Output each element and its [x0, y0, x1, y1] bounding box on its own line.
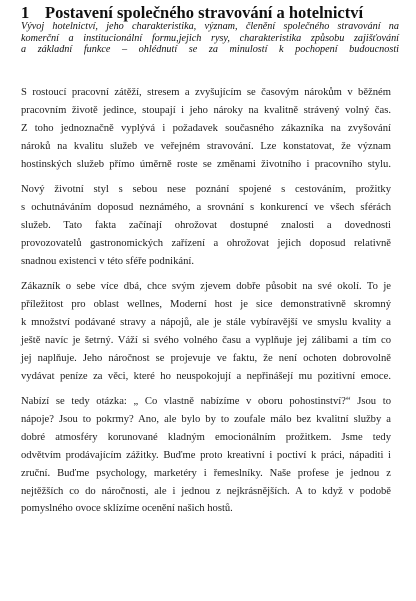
- chapter-number: 1: [21, 3, 30, 22]
- text-line: nápoje? Jsou to pokrmy? Ano, ale bylo by to zoufale málo bez kvalitní služby a: [21, 413, 391, 425]
- text-line: dobré atmosféry korunované kladným emocionálním prožitkem. Jsme tedy: [21, 431, 391, 443]
- chapter-subtitle: [21, 21, 399, 56]
- text-line: Nabízí se tedy otázka: „ Co vlastně nabízíme v oboru pohostinství?“ Jsou to: [21, 396, 391, 407]
- text-line: jej naplňuje. Jeho náročnost se projevuje ve faktu, že není ochoten dobrovolně: [21, 352, 391, 364]
- subtitle-line: Vývoj hotelnictví, jeho charakteristika, význam, členění společného stravování na: [21, 21, 399, 32]
- text-line: provozovatelů gastronomických zařízení a ohrožovat jejich doposud relativně: [21, 237, 391, 249]
- text-line: příležitost pro oblast wellnes, Moderní host je sice demonstrativně skromný: [21, 298, 391, 310]
- subtitle-line: a základní funkce – ohlédnutí se za minulostí k pochopení budoucnosti: [21, 44, 399, 56]
- body-text: [21, 84, 391, 526]
- text-line: hostinských služeb přímo úměrně roste se změnami životního i pracovního stylu.: [21, 158, 391, 170]
- text-line: k množství podávané stravy a nápojů, ale je stále vybíravější ve smyslu kvality a: [21, 316, 391, 328]
- text-line: Z toho jednoznačně vyplývá i požadavek současného zákazníka na zvyšování: [21, 122, 391, 134]
- text-line: pomyslného ovoce sklízíme ocenění našich hostů.: [21, 503, 233, 515]
- text-line: ještě navíc je šetrný. Váží si svého volného času a vyplňuje jej zálibami a tím co: [21, 334, 391, 346]
- subtitle-line: komerční a institucionální formu,jejich rysy, charakteristika způsobu zajišťování: [21, 32, 399, 44]
- text-line: pracovním životě jedince, stoupají i jeho nároky na kvalitně strávený volný čas.: [21, 104, 391, 116]
- text-line: zruční. Buďme psychology, marketéry i řemeslníky. Naše profese je jednou z: [21, 467, 391, 479]
- text-line: snadnou existenci v této sféře podnikání.: [21, 255, 194, 267]
- text-line: S rostoucí pracovní zátěží, stresem a zvyšujícím se časovým nárokům v běžném: [21, 87, 391, 98]
- text-line: Zákazník o sebe více dbá, chce svým zjevem dobře působit na své okolí. To je: [21, 281, 391, 293]
- paragraph: [21, 278, 391, 385]
- text-line: nároků na kvalitu služeb ve veřejném stravování. Lze konstatovat, že význam: [21, 140, 391, 152]
- paragraph: [21, 393, 391, 518]
- paragraph: [21, 181, 391, 271]
- text-line: vydávat peníze za věci, které ho neuspokojují a nepřinášejí mu pozitivní emoce.: [21, 370, 391, 382]
- chapter-title: Postavení společného stravování a hotelnictví: [45, 3, 364, 22]
- chapter-heading: [21, 4, 401, 22]
- text-line: s ochutnáváním doposud neznámého, a srovnání s konkurencí ve všech sférách: [21, 201, 391, 213]
- text-line: služeb. Tato fakta začínají ohrožovat dostupné znalosti a dovednosti: [21, 219, 391, 231]
- paragraph: [21, 84, 391, 174]
- text-line: odvětvím prodávajícím zážitky. Buďme proto kreativní i poctiví k práci, nápaditi i: [21, 449, 391, 461]
- text-line: Nový životní styl s sebou nese poznání spojené s cestováním, prožitky: [21, 184, 391, 196]
- text-line: nejtěžších co do náročnosti, ale i jednou z nejkrásnějších. A to když v podobě: [21, 485, 391, 497]
